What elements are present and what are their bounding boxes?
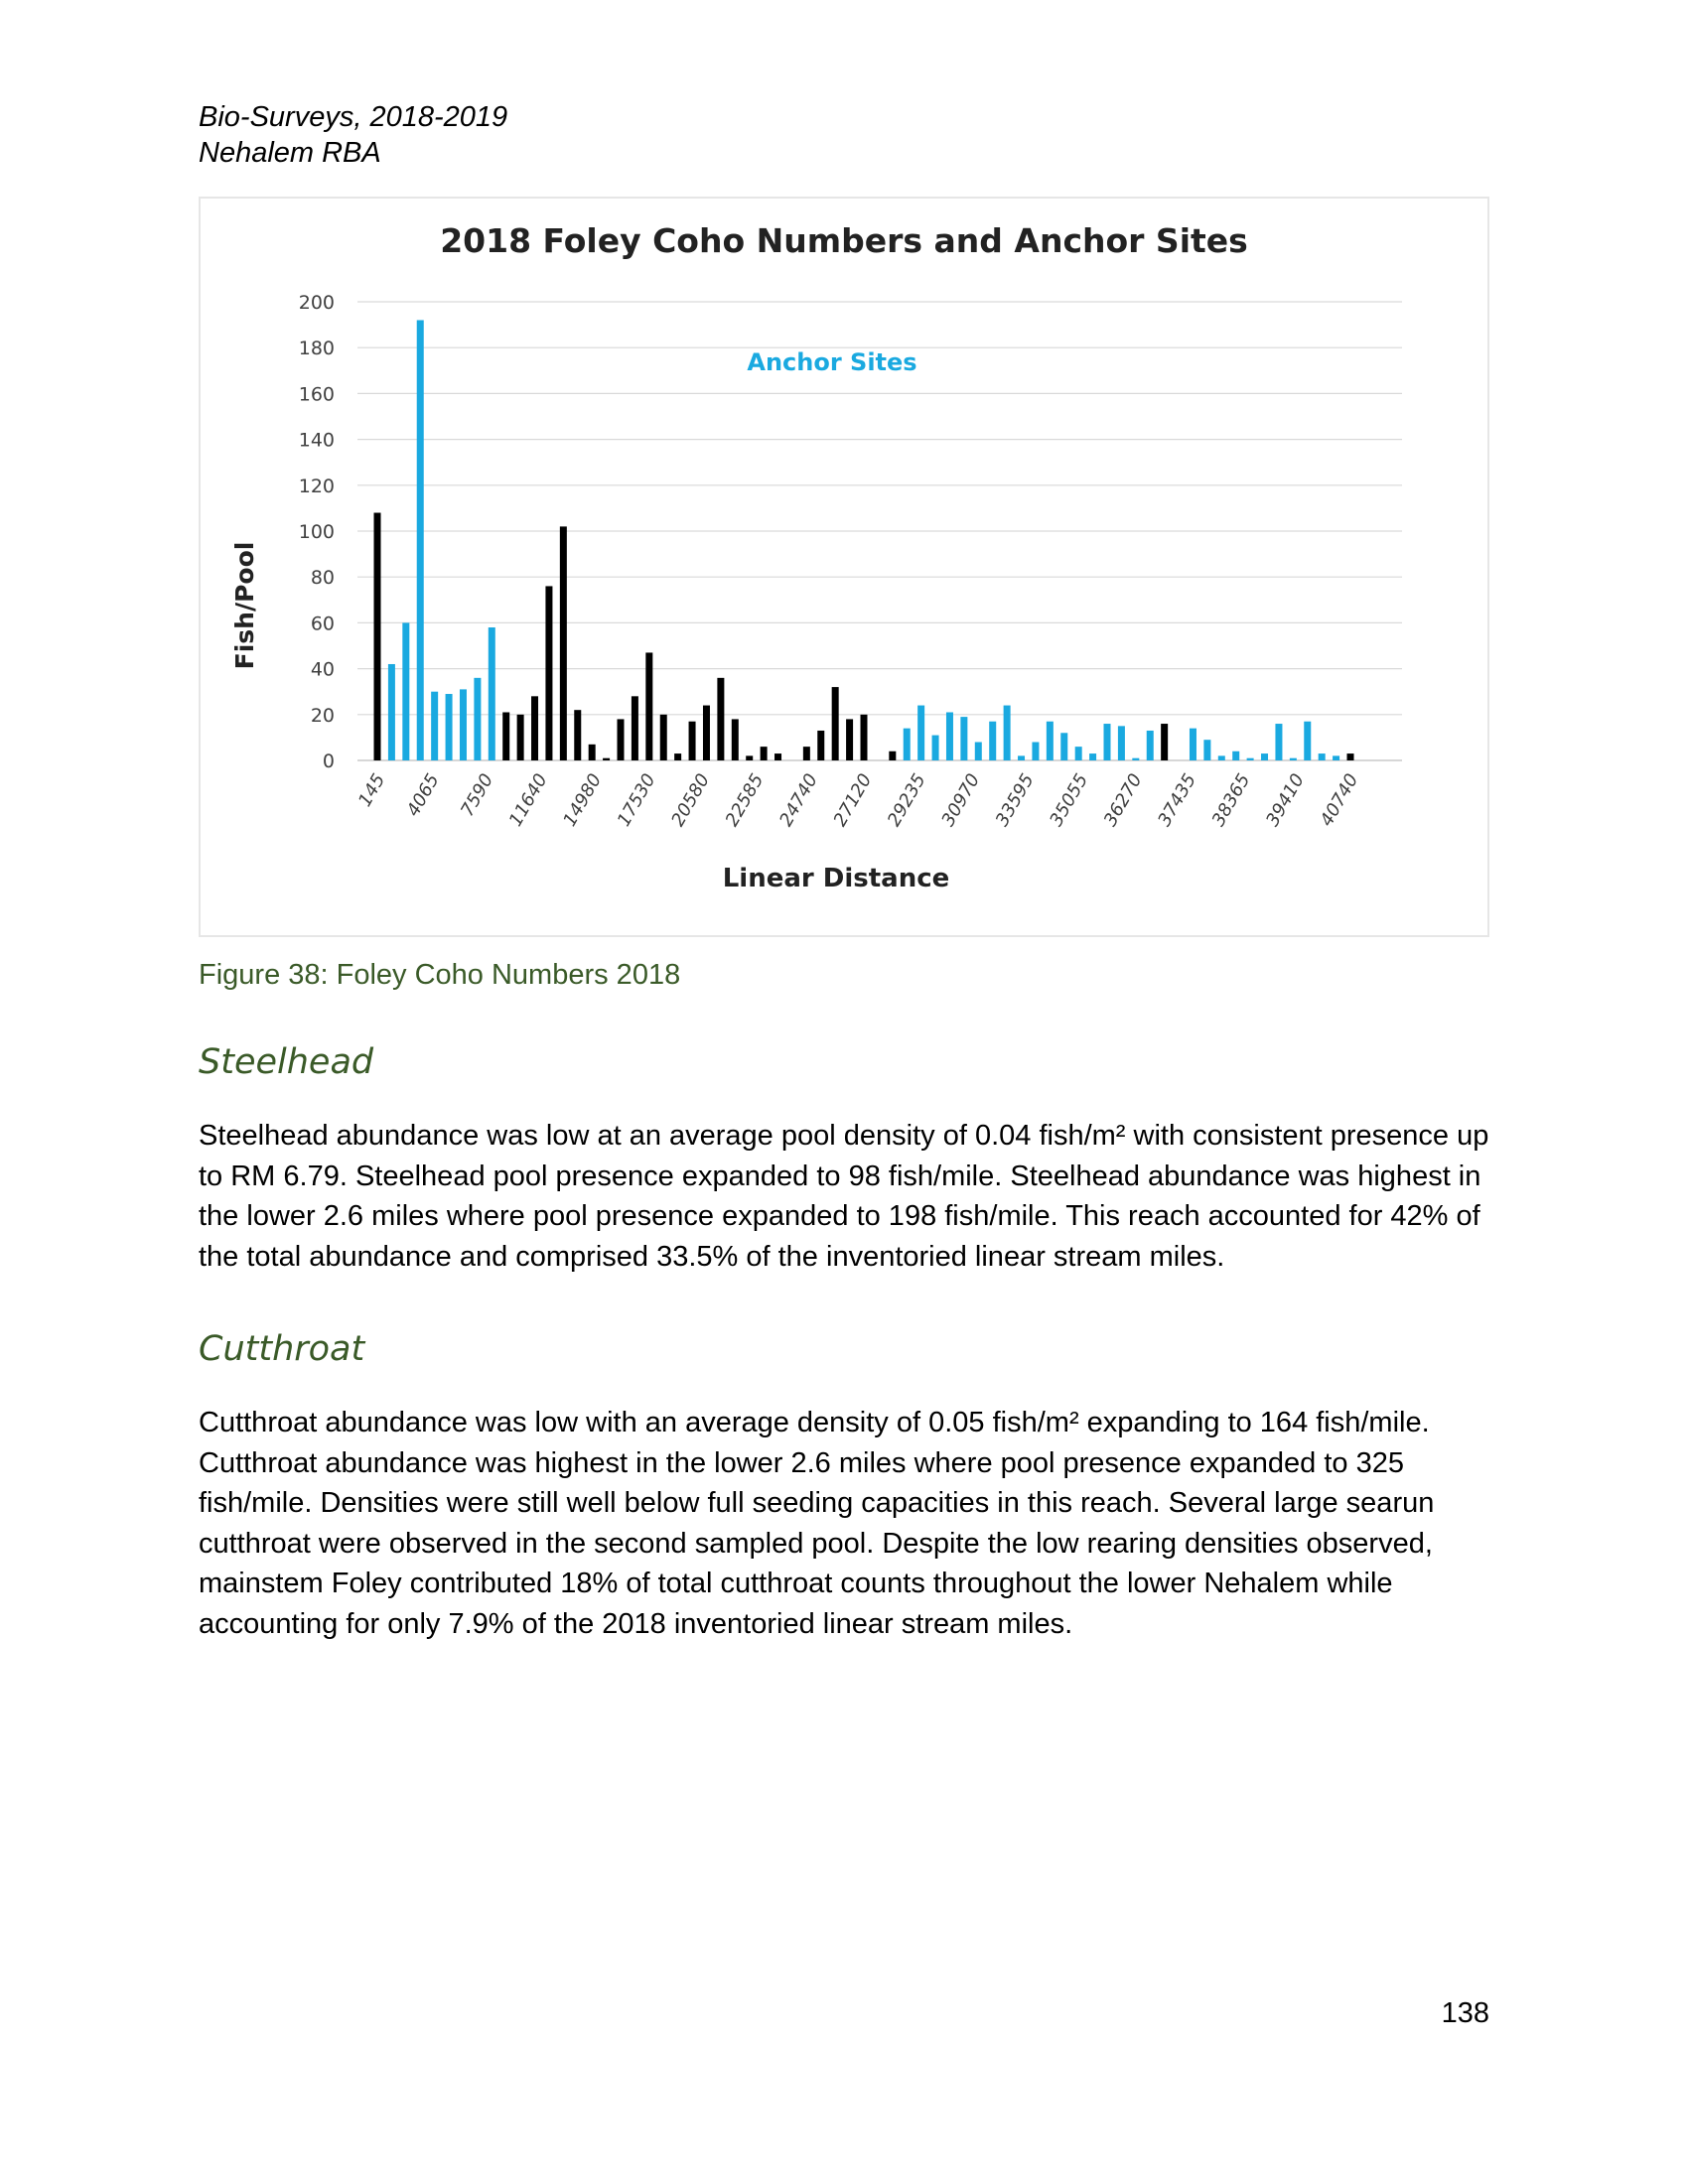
y-tick-label: 40 (310, 658, 335, 681)
anchor-site-bar (474, 678, 481, 760)
anchor-site-bar (1304, 722, 1311, 760)
coho-bar-chart (201, 199, 1487, 935)
anchor-site-bar (1118, 726, 1125, 760)
anchor-site-bar (1004, 706, 1011, 760)
coho-bar (531, 696, 538, 760)
x-tick-label: 145 (353, 770, 390, 811)
y-tick-label: 100 (298, 521, 335, 543)
anchor-site-bar (1319, 753, 1326, 760)
anchor-site-bar (1132, 758, 1139, 760)
coho-bar (660, 715, 667, 760)
x-tick-label: 7590 (457, 770, 498, 821)
bars (374, 320, 1354, 760)
x-tick-label: 33595 (991, 770, 1039, 831)
anchor-site-bar (1032, 743, 1039, 760)
figure-caption: Figure 38: Foley Coho Numbers 2018 (199, 959, 681, 991)
coho-bar (832, 687, 839, 760)
x-tick-label: 24740 (775, 770, 822, 831)
anchor-site-bar (402, 622, 409, 760)
anchor-site-bar (1333, 755, 1339, 760)
coho-bar (674, 753, 681, 760)
anchor-site-bar (1290, 758, 1297, 760)
anchor-site-bar (1203, 740, 1210, 760)
anchor-site-bar (1247, 758, 1254, 760)
coho-bar (803, 747, 810, 760)
coho-bar (689, 722, 696, 760)
anchor-site-bar (975, 743, 982, 760)
x-tick-label: 4065 (402, 770, 444, 821)
coho-bar (632, 696, 638, 760)
x-tick-label: 29235 (883, 770, 930, 831)
y-tick-label: 160 (298, 383, 335, 406)
y-tick-label: 200 (298, 292, 335, 314)
chart-title: 2018 Foley Coho Numbers and Anchor Sites (440, 221, 1248, 260)
anchor-site-bar (932, 736, 939, 760)
coho-bar (574, 710, 581, 760)
y-tick-label: 140 (298, 429, 335, 452)
x-tick-label: 30970 (937, 770, 985, 831)
x-tick-label: 38365 (1207, 770, 1255, 831)
anchor-site-bar (1089, 753, 1096, 760)
anchor-site-bar (417, 320, 424, 760)
anchor-site-bar (1047, 722, 1054, 760)
coho-bar (889, 751, 896, 760)
x-tick-label: 40740 (1316, 770, 1363, 831)
anchor-site-bar (904, 729, 911, 760)
anchor-site-bar (1261, 753, 1268, 760)
cutthroat-heading: Cutthroat (199, 1329, 365, 1369)
anchor-site-bar (1060, 733, 1067, 760)
header-title: Bio-Surveys, 2018-2019 (199, 101, 508, 133)
x-tick-label: 35055 (1046, 770, 1093, 831)
y-tick-label: 60 (310, 613, 335, 635)
header-subtitle: Nehalem RBA (199, 137, 381, 169)
coho-bar (502, 712, 509, 760)
chart-frame (199, 197, 1489, 937)
x-tick-label: 20580 (667, 770, 715, 831)
anchor-site-bar (1104, 724, 1111, 760)
y-tick-label: 80 (310, 567, 335, 590)
coho-bar (774, 753, 781, 760)
anchor-site-bar (1075, 747, 1082, 760)
anchor-sites-annotation: Anchor Sites (747, 348, 917, 376)
coho-bar (861, 715, 868, 760)
x-axis-ticks (354, 770, 1362, 830)
anchor-site-bar (431, 692, 438, 760)
anchor-site-bar (388, 664, 395, 760)
anchor-site-bar (946, 712, 953, 760)
coho-bar (589, 745, 596, 760)
coho-bar (517, 715, 524, 760)
x-tick-label: 11640 (504, 770, 552, 831)
coho-bar (703, 706, 710, 760)
x-tick-label: 14980 (559, 770, 607, 831)
coho-bar (545, 586, 552, 760)
coho-bar (746, 755, 753, 760)
coho-bar (374, 513, 381, 760)
y-tick-label: 180 (298, 338, 335, 360)
anchor-site-bar (1147, 731, 1154, 760)
coho-bar (846, 719, 853, 760)
x-tick-label: 36270 (1099, 770, 1147, 831)
x-tick-label: 22585 (721, 770, 769, 831)
anchor-site-bar (1232, 751, 1239, 760)
anchor-site-bar (1218, 755, 1225, 760)
page-number: 138 (1441, 1997, 1489, 2029)
coho-bar (645, 652, 652, 760)
anchor-site-bar (460, 689, 467, 760)
y-tick-label: 20 (310, 704, 335, 727)
running-header (199, 99, 507, 171)
steelhead-heading: Steelhead (199, 1042, 374, 1082)
y-axis-label: Fish/Pool (230, 541, 259, 670)
coho-bar (1347, 753, 1354, 760)
anchor-site-bar (1190, 729, 1196, 760)
x-tick-label: 39410 (1262, 770, 1309, 831)
x-tick-label: 17530 (613, 770, 660, 831)
x-tick-label: 27120 (829, 770, 877, 831)
coho-bar (817, 731, 824, 760)
anchor-site-bar (489, 627, 495, 760)
y-tick-label: 120 (298, 475, 335, 497)
anchor-site-bar (989, 722, 996, 760)
y-axis-ticks (299, 292, 335, 772)
coho-bar (560, 526, 567, 760)
x-axis-label: Linear Distance (722, 864, 950, 893)
anchor-site-bar (446, 694, 453, 760)
coho-bar (761, 747, 768, 760)
anchor-site-bar (1275, 724, 1282, 760)
x-tick-label: 37435 (1154, 770, 1201, 831)
coho-bar (732, 719, 739, 760)
coho-bar (603, 758, 610, 760)
coho-bar (618, 719, 625, 760)
y-tick-label: 0 (322, 751, 335, 772)
anchor-site-bar (960, 717, 967, 760)
anchor-site-bar (1018, 755, 1025, 760)
coho-bar (1161, 724, 1168, 760)
coho-bar (717, 678, 724, 760)
cutthroat-paragraph: Cutthroat abundance was low with an average density of 0.05 fish/m² expanding to 164 fish/mile. Cutthroat abundance was highest in the lower 2.6 miles where pool presence expanded to 325 fish/mile. Densities were still well below full seeding capacities in this reach. Several large searun cutthroat were observed in the second sampled pool. Despite the low rearing densities observed, mainstem Foley contributed 18% of total cutthroat counts throughout the lower Nehalem while accounting for only 7.9% of the 2018 inventoried linear stream miles. (199, 1407, 1435, 1640)
steelhead-paragraph: Steelhead abundance was low at an average pool density of 0.04 fish/m² with consistent presence up to RM 6.79. Steelhead pool presence expanded to 98 fish/mile. Steelhead abundance was highest in the lower 2.6 miles where pool presence expanded to 198 fish/mile. This reach accounted for 42% of the total abundance and comprised 33.5% of the inventoried linear stream miles. (199, 1120, 1489, 1273)
anchor-site-bar (917, 706, 924, 760)
